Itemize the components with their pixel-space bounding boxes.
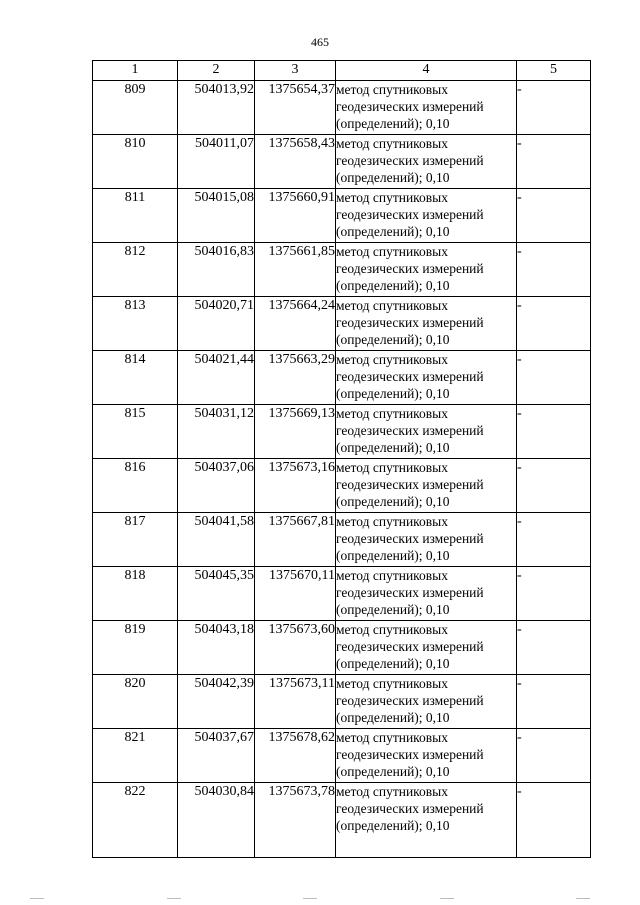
point-number-cell: 821 (93, 729, 178, 783)
error-cell: - (517, 405, 591, 459)
point-number-cell: 820 (93, 675, 178, 729)
column-header: 4 (336, 61, 517, 81)
y-coordinate-cell: 1375661,85 (255, 243, 336, 297)
error-cell: - (517, 351, 591, 405)
point-number-cell: 811 (93, 189, 178, 243)
point-number-cell: 813 (93, 297, 178, 351)
method-cell: метод спутниковых геодезических измерений (определений); 0,10 (336, 351, 517, 405)
x-coordinate-cell: 504037,06 (178, 459, 255, 513)
method-cell: метод спутниковых геодезических измерений (определений); 0,10 (336, 243, 517, 297)
table-row (93, 567, 591, 621)
table-header-row (93, 61, 591, 81)
table-row (93, 135, 591, 189)
y-coordinate-cell: 1375664,24 (255, 297, 336, 351)
point-number-cell: 819 (93, 621, 178, 675)
method-cell: метод спутниковых геодезических измерений (определений); 0,10 (336, 513, 517, 567)
y-coordinate-cell: 1375673,78 (255, 783, 336, 858)
point-number-cell: 818 (93, 567, 178, 621)
table-row (93, 729, 591, 783)
error-cell: - (517, 729, 591, 783)
x-coordinate-cell: 504016,83 (178, 243, 255, 297)
error-cell: - (517, 243, 591, 297)
method-cell: метод спутниковых геодезических измерений (определений); 0,10 (336, 189, 517, 243)
y-coordinate-cell: 1375669,13 (255, 405, 336, 459)
point-number-cell: 822 (93, 783, 178, 858)
point-number-cell: 816 (93, 459, 178, 513)
method-cell: метод спутниковых геодезических измерений (определений); 0,10 (336, 81, 517, 135)
y-coordinate-cell: 1375673,60 (255, 621, 336, 675)
table-row (93, 513, 591, 567)
scan-artifacts (30, 898, 590, 902)
table-row (93, 783, 591, 858)
error-cell: - (517, 81, 591, 135)
x-coordinate-cell: 504043,18 (178, 621, 255, 675)
x-coordinate-cell: 504011,07 (178, 135, 255, 189)
page-number: 465 (311, 35, 329, 49)
y-coordinate-cell: 1375673,16 (255, 459, 336, 513)
column-header: 3 (255, 61, 336, 81)
method-cell: метод спутниковых геодезических измерений (определений); 0,10 (336, 783, 517, 858)
error-cell: - (517, 297, 591, 351)
method-cell: метод спутниковых геодезических измерений (определений); 0,10 (336, 135, 517, 189)
column-header: 5 (517, 61, 591, 81)
table-row (93, 621, 591, 675)
point-number-cell: 810 (93, 135, 178, 189)
method-cell: метод спутниковых геодезических измерений (определений); 0,10 (336, 675, 517, 729)
x-coordinate-cell: 504031,12 (178, 405, 255, 459)
method-cell: метод спутниковых геодезических измерений (определений); 0,10 (336, 729, 517, 783)
x-coordinate-cell: 504041,58 (178, 513, 255, 567)
coordinates-table (92, 60, 591, 858)
column-header: 1 (93, 61, 178, 81)
error-cell: - (517, 189, 591, 243)
point-number-cell: 817 (93, 513, 178, 567)
error-cell: - (517, 783, 591, 858)
point-number-cell: 809 (93, 81, 178, 135)
x-coordinate-cell: 504015,08 (178, 189, 255, 243)
x-coordinate-cell: 504013,92 (178, 81, 255, 135)
point-number-cell: 814 (93, 351, 178, 405)
table-row (93, 297, 591, 351)
point-number-cell: 815 (93, 405, 178, 459)
y-coordinate-cell: 1375658,43 (255, 135, 336, 189)
x-coordinate-cell: 504030,84 (178, 783, 255, 858)
method-cell: метод спутниковых геодезических измерений (определений); 0,10 (336, 405, 517, 459)
y-coordinate-cell: 1375663,29 (255, 351, 336, 405)
column-header: 2 (178, 61, 255, 81)
y-coordinate-cell: 1375670,11 (255, 567, 336, 621)
y-coordinate-cell: 1375660,91 (255, 189, 336, 243)
table-row (93, 675, 591, 729)
method-cell: метод спутниковых геодезических измерений (определений); 0,10 (336, 297, 517, 351)
x-coordinate-cell: 504021,44 (178, 351, 255, 405)
error-cell: - (517, 459, 591, 513)
x-coordinate-cell: 504045,35 (178, 567, 255, 621)
x-coordinate-cell: 504037,67 (178, 729, 255, 783)
table-row (93, 243, 591, 297)
y-coordinate-cell: 1375673,11 (255, 675, 336, 729)
error-cell: - (517, 621, 591, 675)
y-coordinate-cell: 1375654,37 (255, 81, 336, 135)
table-row (93, 459, 591, 513)
table-row (93, 405, 591, 459)
method-cell: метод спутниковых геодезических измерений (определений); 0,10 (336, 567, 517, 621)
x-coordinate-cell: 504020,71 (178, 297, 255, 351)
x-coordinate-cell: 504042,39 (178, 675, 255, 729)
y-coordinate-cell: 1375678,62 (255, 729, 336, 783)
y-coordinate-cell: 1375667,81 (255, 513, 336, 567)
error-cell: - (517, 135, 591, 189)
method-cell: метод спутниковых геодезических измерений (определений); 0,10 (336, 459, 517, 513)
point-number-cell: 812 (93, 243, 178, 297)
error-cell: - (517, 513, 591, 567)
method-cell: метод спутниковых геодезических измерений (определений); 0,10 (336, 621, 517, 675)
table-row (93, 81, 591, 135)
error-cell: - (517, 567, 591, 621)
error-cell: - (517, 675, 591, 729)
table-row (93, 351, 591, 405)
table-row (93, 189, 591, 243)
